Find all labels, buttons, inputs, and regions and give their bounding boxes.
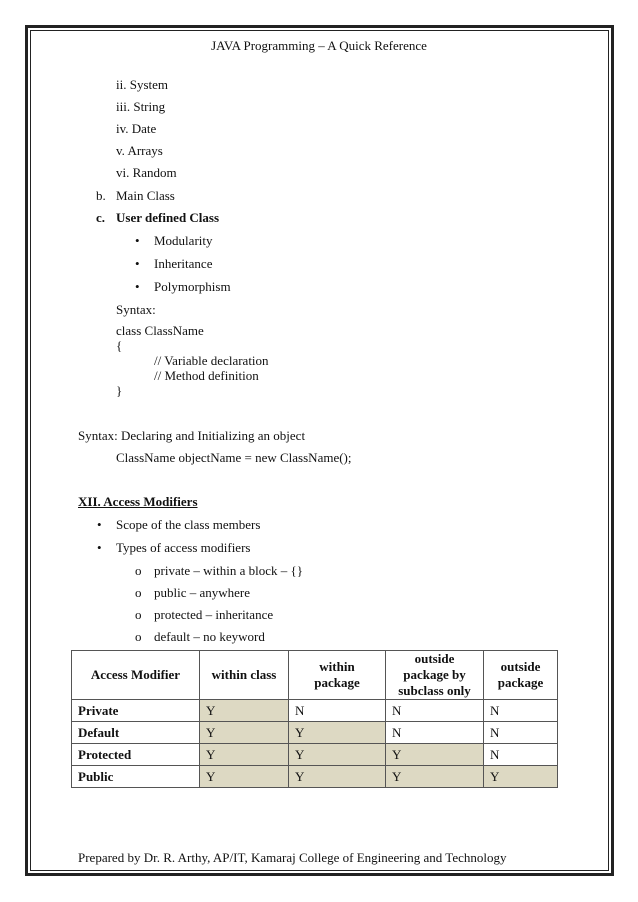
main-class-label: Main Class xyxy=(116,188,175,203)
user-class-label: User defined Class xyxy=(116,210,220,225)
table-header-cell: Access Modifier xyxy=(72,651,200,700)
table-cell: Y xyxy=(200,722,289,744)
object-syntax-code: ClassName objectName = new ClassName(); xyxy=(116,450,352,465)
table-cell: Y xyxy=(289,722,386,744)
feature-item: • Inheritance xyxy=(154,256,212,272)
code-line: } xyxy=(116,383,123,398)
modifier-type: o protected – inheritance xyxy=(154,607,273,623)
table-cell: N xyxy=(484,722,558,744)
list-marker: b. xyxy=(96,188,106,203)
table-cell: N xyxy=(289,700,386,722)
table-row-label: Default xyxy=(72,722,200,744)
table-header-row xyxy=(72,651,558,700)
table-row xyxy=(72,722,558,744)
code-line: // Method definition xyxy=(154,368,259,383)
modifier-type: o default – no keyword xyxy=(154,629,265,645)
access-bullet: • Scope of the class members xyxy=(116,517,260,533)
access-modifier-table xyxy=(71,650,558,788)
section-heading: XII. Access Modifiers xyxy=(78,494,198,509)
feature-item: • Polymorphism xyxy=(154,279,231,295)
table-header-cell: within class xyxy=(200,651,289,700)
object-syntax-heading: Syntax: Declaring and Initializing an object xyxy=(78,428,306,443)
table-cell: Y xyxy=(484,766,558,788)
list-item: iv. Date xyxy=(116,121,157,136)
table-cell: Y xyxy=(289,766,386,788)
list-item: iii. String xyxy=(116,99,166,114)
modifier-type: o public – anywhere xyxy=(154,585,250,601)
code-line: class ClassName xyxy=(116,323,204,338)
table-cell: N xyxy=(386,700,484,722)
table-header-cell: outside package by subclass only xyxy=(386,651,484,700)
list-item: v. Arrays xyxy=(116,143,163,158)
table-row xyxy=(72,766,558,788)
page-header: JAVA Programming – A Quick Reference xyxy=(211,38,427,53)
table-cell: N xyxy=(386,722,484,744)
table-header-cell: outside package xyxy=(484,651,558,700)
table-row xyxy=(72,744,558,766)
syntax-label: Syntax: xyxy=(116,302,156,317)
table-cell: N xyxy=(484,700,558,722)
page-footer: Prepared by Dr. R. Arthy, AP/IT, Kamaraj College of Engineering and Technology xyxy=(78,850,507,865)
modifier-type: o private – within a block – {} xyxy=(154,563,303,579)
table-row-label: Protected xyxy=(72,744,200,766)
table-cell: Y xyxy=(200,700,289,722)
table-cell: Y xyxy=(289,744,386,766)
table-header-cell: within package xyxy=(289,651,386,700)
table-cell: Y xyxy=(386,766,484,788)
table-row-label: Private xyxy=(72,700,200,722)
table-cell: N xyxy=(484,744,558,766)
code-line: // Variable declaration xyxy=(154,353,269,368)
feature-item: • Modularity xyxy=(154,233,213,249)
list-item: vi. Random xyxy=(116,165,177,180)
list-item: ii. System xyxy=(116,77,169,92)
table-cell: Y xyxy=(386,744,484,766)
table-cell: Y xyxy=(200,744,289,766)
code-line: { xyxy=(116,338,123,353)
table-cell: Y xyxy=(200,766,289,788)
list-marker: c. xyxy=(96,210,106,225)
access-bullet: • Types of access modifiers xyxy=(116,540,250,556)
table-row-label: Public xyxy=(72,766,200,788)
table-row xyxy=(72,700,558,722)
